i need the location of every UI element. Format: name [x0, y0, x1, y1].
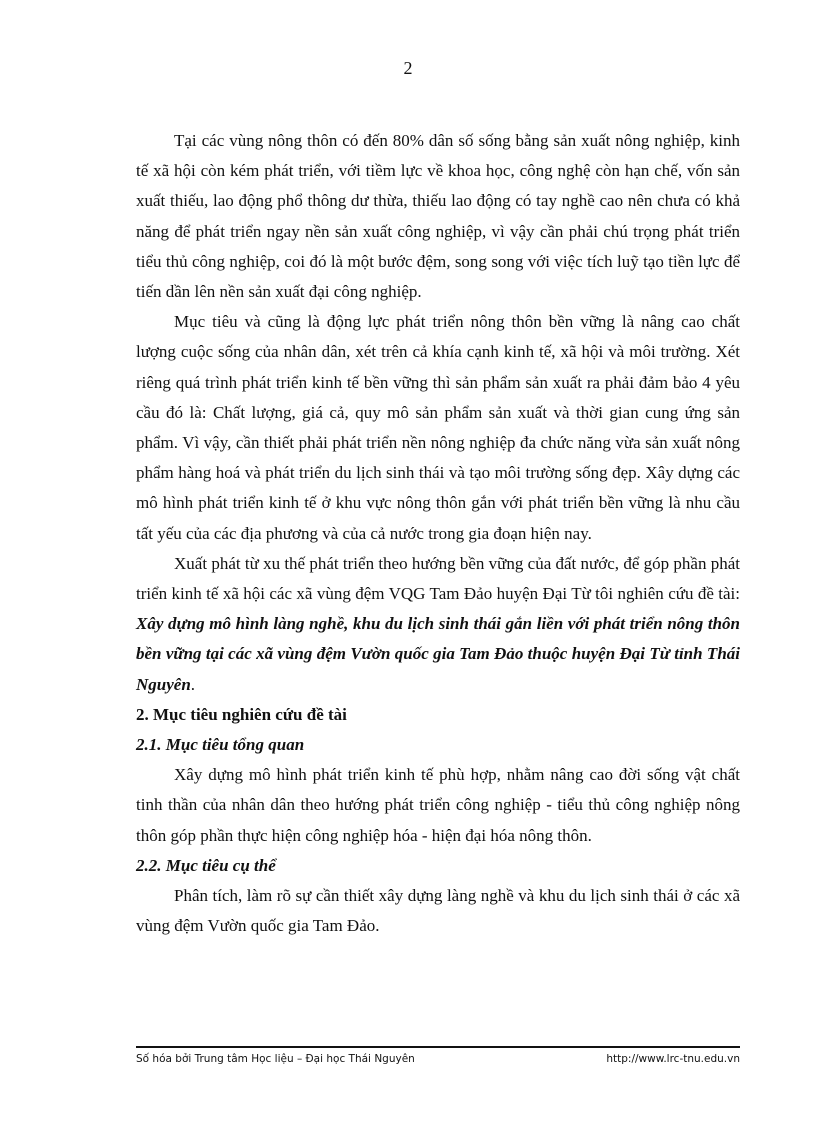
subsection-heading-specific: 2.2. Mục tiêu cụ thể	[136, 855, 276, 875]
paragraph-rural-context: Tại các vùng nông thôn có đến 80% dân số sống bằng sản xuất nông nghiệp, kinh tế xã hội còn kém phát triển, với tiềm lực về khoa học, công nghệ còn hạn chế, vốn sản xuất thiếu, lao động phổ thông dư thừa, thiếu lao động có tay nghề cao nên chưa có khả năng để phát triển ngay nền sản xuất công nghiệp, vì vậy cần phải chú trọng phát triển tiểu thủ công nghiệp, coi đó là một bước đệm, song song với việc tích luỹ tạo tiền lực để tiến dần lên nền sản xuất đại công nghiệp.	[136, 131, 740, 302]
paragraph-sustainable-goals: Mục tiêu và cũng là động lực phát triển nông thôn bền vững là nâng cao chất lượng cuộc sống của nhân dân, xét trên cả khía cạnh kinh tế, xã hội và môi trường. Xét riêng quá trình phát triển kinh tế bền vững thì sản phẩm sản xuất ra phải đảm bảo 4 yêu cầu đó là: Chất lượng, giá cả, quy mô sản phẩm sản xuất và thời gian cung ứng sản phẩm. Vì vậy, cần thiết phải phát triển nền nông nghiệp đa chức năng vừa sản xuất nông phẩm hàng hoá và phát triển du lịch sinh thái và tạo môi trường sống đẹp. Xây dựng các mô hình phát triển kinh tế ở khu vực nông thôn gắn với phát triển bền vững là nhu cầu tất yếu của các địa phương và của cả nước trong gia đoạn hiện nay.	[136, 312, 740, 543]
paragraph-research-topic	[136, 549, 740, 700]
footer-url[interactable]: http://www.lrc-tnu.edu.vn	[606, 1053, 740, 1065]
research-topic-end: .	[190, 674, 196, 694]
subsection-heading-general: 2.1. Mục tiêu tổng quan	[136, 735, 305, 755]
paragraph-specific-objective: Phân tích, làm rõ sự cần thiết xây dựng làng nghề và khu du lịch sinh thái ở các xã vùng đệm Vườn quốc gia Tam Đảo.	[136, 886, 740, 936]
footer-divider	[136, 1046, 740, 1048]
research-topic-lead: Xuất phát từ xu thế phát triển theo hướng bền vững của đất nước, để góp phần phát triển kinh tế xã hội các xã vùng đệm VQG Tam Đảo huyện Đại Từ tôi nghiên cứu đề tài:	[136, 553, 740, 604]
page-footer	[136, 1053, 740, 1065]
page-number: 2	[403, 58, 413, 78]
footer-source: Số hóa bởi Trung tâm Học liệu – Đại học Thái Nguyên	[136, 1053, 415, 1065]
research-topic-title: Xây dựng mô hình làng nghề, khu du lịch sinh thái gắn liền với phát triển nông thôn bền vững tại các xã vùng đệm Vườn quốc gia Tam Đảo thuộc huyện Đại Từ tỉnh Thái Nguyên	[136, 614, 740, 694]
section-heading-objectives: 2. Mục tiêu nghiên cứu đề tài	[136, 704, 347, 724]
document-body	[136, 126, 740, 941]
paragraph-general-objective: Xây dựng mô hình phát triển kinh tế phù hợp, nhằm nâng cao đời sống vật chất tinh thần của nhân dân theo hướng phát triển công nghiệp - tiểu thủ công nghiệp nông thôn góp phần thực hiện công nghiệp hóa - hiện đại hóa nông thôn.	[136, 765, 740, 845]
